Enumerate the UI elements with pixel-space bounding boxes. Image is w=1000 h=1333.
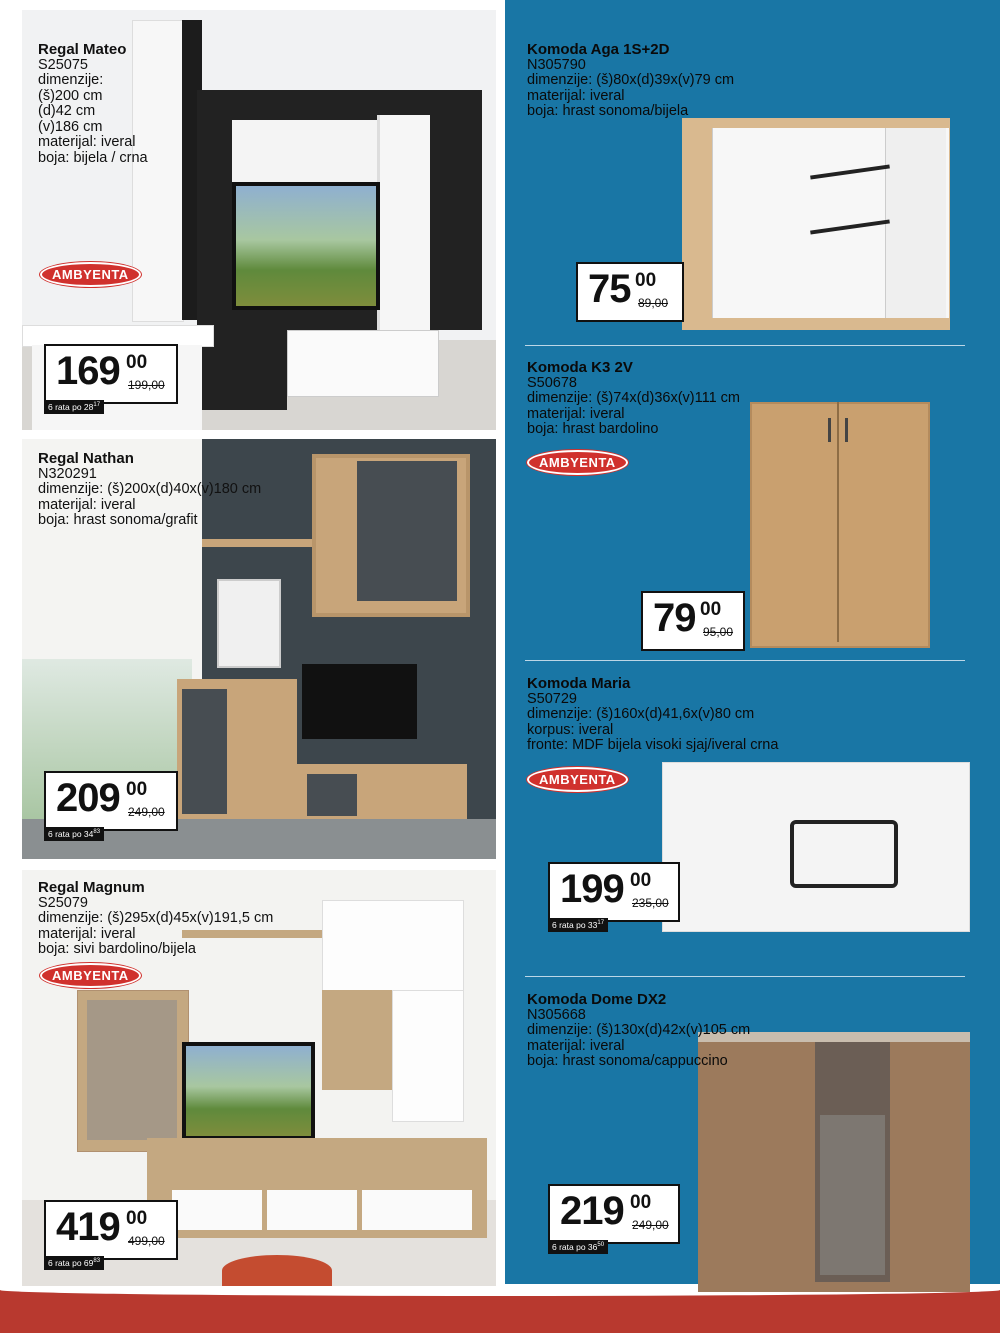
price-box-nathan: [44, 771, 178, 831]
product-spec: boja: hrast sonoma/grafit: [38, 512, 198, 528]
price-cents: 00: [126, 352, 148, 373]
price-cents: 00: [126, 1208, 148, 1229]
mateo-info: [38, 42, 148, 166]
old-price: 235,00: [632, 896, 669, 910]
dresser-k3-image: [750, 402, 930, 648]
tv-image: [232, 182, 380, 310]
product-title: Regal Mateo: [38, 41, 127, 58]
product-code: N305668: [527, 1006, 586, 1023]
product-title: Komoda Maria: [527, 675, 631, 692]
price-main: 219: [560, 1189, 624, 1233]
ambyenta-logo: AMBYENTA: [527, 450, 628, 475]
section-divider: [525, 976, 965, 977]
product-code: S25079: [38, 894, 88, 911]
old-price: 95,00: [703, 625, 734, 639]
product-spec: materijal: iveral: [527, 87, 625, 104]
product-spec: dimenzije: (š)160x(d)41,6x(v)80 cm: [527, 706, 755, 722]
product-spec: (d)42 cm: [38, 103, 96, 119]
product-spec: korpus: iveral: [527, 721, 614, 738]
product-title: Komoda Aga 1S+2D: [527, 41, 670, 58]
nathan-info: [38, 451, 261, 529]
installment-label: 6 rata po $33^{17}$: [548, 918, 608, 932]
ambyenta-logo: AMBYENTA: [527, 767, 628, 792]
price-cents: 00: [700, 599, 722, 620]
price-main: 75: [588, 267, 631, 311]
product-spec: materijal: iveral: [527, 1037, 625, 1054]
product-title: Regal Magnum: [38, 879, 145, 896]
product-spec: dimenzije: (š)200x(d)40x(v)180 cm: [38, 481, 262, 497]
old-price: 499,00: [128, 1234, 165, 1248]
price-box-mateo: [44, 344, 178, 404]
old-price: 249,00: [128, 805, 165, 819]
price-main: 79: [653, 596, 696, 640]
magnum-info: [38, 880, 273, 958]
old-price: 199,00: [128, 378, 165, 392]
product-spec: dimenzije: (š)130x(d)42x(v)105 cm: [527, 1022, 751, 1038]
product-spec: dimenzije:: [38, 72, 104, 88]
price-cents: 00: [630, 870, 652, 891]
price-box-maria: [548, 862, 680, 922]
dome-info: [527, 992, 750, 1070]
k3-info: [527, 360, 740, 438]
ambyenta-logo: AMBYENTA: [40, 262, 141, 287]
installment-label: 6 rata po $69^{83}$: [44, 1256, 104, 1270]
product-code: N320291: [38, 465, 97, 482]
product-spec: materijal: iveral: [38, 925, 136, 942]
price-box-aga: [576, 262, 684, 322]
product-code: S50678: [527, 374, 577, 391]
old-price: 249,00: [632, 1218, 669, 1232]
aga-info: [527, 42, 734, 120]
section-divider: [525, 345, 965, 346]
product-code: S25075: [38, 56, 88, 73]
maria-info: [527, 676, 778, 754]
product-spec: dimenzije: (š)295x(d)45x(v)191,5 cm: [38, 910, 274, 926]
price-box-dome: [548, 1184, 680, 1244]
old-price: 89,00: [638, 296, 669, 310]
installment-label: 6 rata po $28^{17}$: [44, 400, 104, 414]
tv-image: [182, 1042, 315, 1140]
price-cents: 00: [630, 1192, 652, 1213]
product-spec: boja: hrast bardolino: [527, 421, 659, 437]
price-box-k3: [641, 591, 745, 651]
product-code: S50729: [527, 690, 577, 707]
product-spec: fronte: MDF bijela visoki sjaj/iveral crna: [527, 737, 779, 753]
product-title: Komoda K3 2V: [527, 359, 633, 376]
product-spec: dimenzije: (š)80x(d)39x(v)79 cm: [527, 72, 735, 88]
product-spec: dimenzije: (š)74x(d)36x(v)111 cm: [527, 390, 740, 406]
product-spec: materijal: iveral: [38, 496, 136, 513]
tv-image: [302, 664, 417, 739]
price-box-magnum: [44, 1200, 178, 1260]
price-cents: 00: [635, 270, 657, 291]
installment-label: 6 rata po $36^{50}$: [548, 1240, 608, 1254]
product-spec: (v)186 cm: [38, 118, 103, 135]
section-divider: [525, 660, 965, 661]
product-title: Komoda Dome DX2: [527, 991, 667, 1008]
price-main: 169: [56, 349, 120, 393]
price-cents: 00: [126, 779, 148, 800]
product-spec: boja: hrast sonoma/bijela: [527, 103, 689, 119]
product-code: N305790: [527, 56, 586, 73]
product-spec: materijal: iveral: [38, 134, 136, 150]
bottom-footer-bar: [0, 1290, 1000, 1333]
price-main: 419: [56, 1205, 120, 1249]
product-spec: boja: hrast sonoma/cappuccino: [527, 1053, 728, 1069]
price-main: 209: [56, 776, 120, 820]
product-spec: materijal: iveral: [527, 405, 625, 422]
installment-label: 6 rata po $34^{83}$: [44, 827, 104, 841]
ambyenta-logo: AMBYENTA: [40, 963, 141, 988]
product-title: Regal Nathan: [38, 450, 134, 467]
product-spec: boja: bijela / crna: [38, 149, 148, 166]
product-spec: (š)200 cm: [38, 87, 103, 104]
price-main: 199: [560, 867, 624, 911]
product-spec: boja: sivi bardolino/bijela: [38, 941, 196, 957]
